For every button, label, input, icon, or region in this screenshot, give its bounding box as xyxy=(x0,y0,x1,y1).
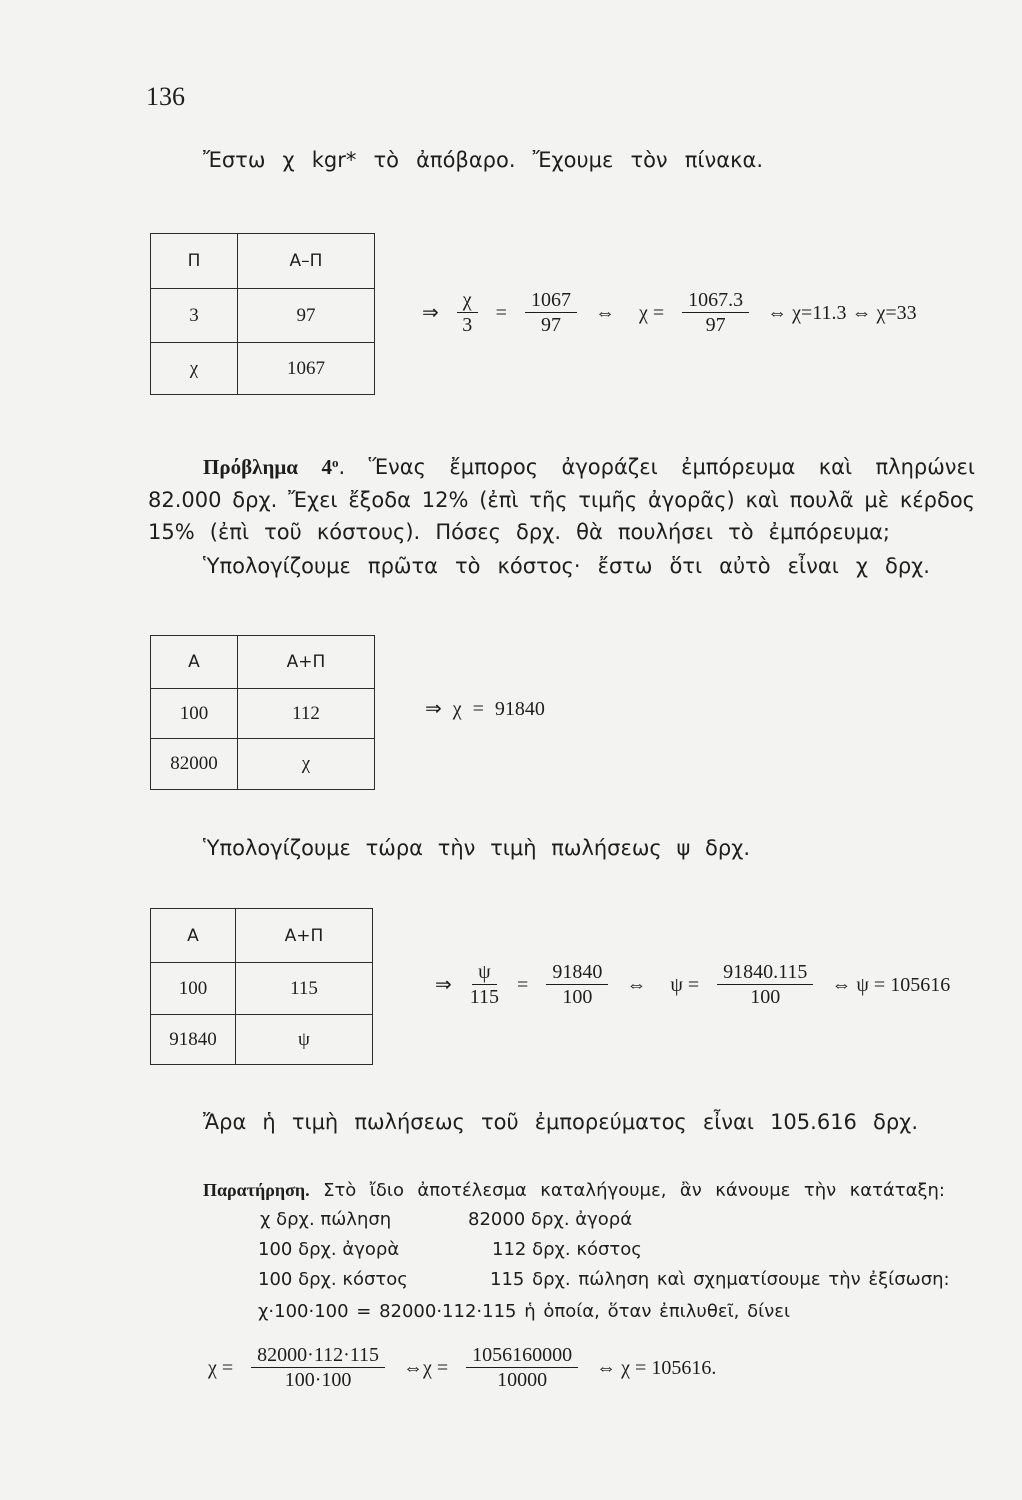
table-cell: 100 xyxy=(151,963,236,1015)
table-header-cell: Α xyxy=(151,909,236,963)
implies-symbol: ⇒ xyxy=(422,301,439,324)
numerator: χ xyxy=(457,289,478,313)
denominator: 100 xyxy=(562,986,593,1008)
fraction xyxy=(470,961,499,1008)
table-header-cell: Α xyxy=(151,636,238,689)
proportion-table-2 xyxy=(150,635,375,790)
numerator: 1067.3 xyxy=(682,289,749,313)
denominator: 115 xyxy=(469,986,500,1008)
table-cell: 1067 xyxy=(287,357,325,379)
step-2-text: Ὑπολογίζουμε τώρα τὴν τιμὴ πωλήσεως ψ δρχ. xyxy=(203,836,750,860)
problem-number-ordinal: ο xyxy=(331,454,339,470)
equation-1 xyxy=(410,289,929,336)
table-cell: 100 xyxy=(151,689,238,739)
table-header-cell: Α+Π xyxy=(238,636,374,689)
intro-line: Ἔστω χ kgr* τὸ ἀπόβαρο. Ἔχουμε τὸν πίνακα. xyxy=(203,148,763,172)
denominator: 10000 xyxy=(497,1369,548,1391)
table-header-cell: Π xyxy=(151,234,238,289)
iff-symbol: ⇔χ = xyxy=(403,1356,449,1379)
fraction xyxy=(251,1344,385,1391)
equation-3 xyxy=(423,961,962,1008)
equation-result: ⇔ ψ = 105616 xyxy=(831,973,951,996)
table-header-cell: Α+Π xyxy=(236,909,372,963)
denominator: 97 xyxy=(540,314,561,336)
equation-lhs: χ = xyxy=(208,1356,234,1379)
arrangement-right: 82000 δρχ. ἀγορά xyxy=(468,1209,633,1230)
arrangement-left: 100 δρχ. κόστος xyxy=(258,1269,408,1290)
problem-line-2: 82.000 δρχ. Ἔχει ἔξοδα 12% (ἐπὶ τῆς τιμῆς ἀγορᾶς) καὶ πουλᾶ μὲ κέρδος xyxy=(148,488,975,512)
equation-lhs: χ = xyxy=(638,301,665,324)
proportion-table-1 xyxy=(150,233,375,395)
table-cell: χ xyxy=(151,343,238,394)
remark-intro-text: Στὸ ἴδιο ἀποτέλεσμα καταλήγουμε, ἂν κάνουμε τὴν κατάταξη: xyxy=(323,1180,945,1201)
table-header-cell: Α–Π xyxy=(238,234,374,289)
remark-title: Παρατήρηση. xyxy=(203,1180,310,1200)
table-cell: 82000 xyxy=(151,739,238,789)
remark-equation-line: χ·100·100 = 82000·112·115 ἡ ὁποία, ὅταν ἐπιλυθεῖ, δίνει xyxy=(258,1301,791,1322)
page-number: 136 xyxy=(146,82,185,111)
table-cell: χ xyxy=(301,753,311,774)
equals-symbol: = xyxy=(495,301,507,324)
table-cell: 112 xyxy=(238,689,374,739)
numerator: 1067 xyxy=(525,289,577,313)
remark-intro xyxy=(203,1179,945,1202)
fraction xyxy=(525,289,577,336)
equals-symbol: = xyxy=(517,973,529,996)
denominator: 100 xyxy=(750,986,781,1008)
problem-line-1 xyxy=(203,454,975,483)
proportion-table-3 xyxy=(150,908,373,1065)
arrangement-left: 100 δρχ. ἀγορὰ xyxy=(258,1239,400,1260)
problem-number: 4 xyxy=(321,455,332,479)
fraction xyxy=(466,1344,578,1391)
conclusion-text: Ἄρα ἡ τιμὴ πωλήσεως τοῦ ἐμπορεύματος εἶναι 105.616 δρχ. xyxy=(203,1110,918,1134)
problem-text: . Ἕνας ἔμπορος ἀγοράζει ἐμπόρευμα καὶ πληρώνει xyxy=(338,455,975,479)
step-1-text: Ὑπολογίζουμε πρῶτα τὸ κόστος· ἔστω ὅτι αὐτὸ εἶναι χ δρχ. xyxy=(203,554,930,578)
numerator: 91840.115 xyxy=(717,961,813,985)
numerator: ψ xyxy=(472,961,497,985)
fraction xyxy=(546,961,608,1008)
equation-2: ⇒ χ = 91840 xyxy=(425,698,545,720)
equation-result: ⇔ χ=11.3 ⇔ χ=33 xyxy=(767,301,917,324)
denominator: 3 xyxy=(462,314,473,336)
iff-symbol: ⇔ xyxy=(626,973,647,996)
equation-result: ⇔ χ = 105616. xyxy=(596,1356,717,1379)
arrangement-left: χ δρχ. πώληση xyxy=(260,1209,392,1230)
table-cell: 97 xyxy=(238,289,374,343)
problem-line-3: 15% (ἐπὶ τοῦ κόστους). Πόσες δρχ. θὰ πουλήσει τὸ ἐμπόρευμα; xyxy=(148,520,890,544)
implies-symbol: ⇒ xyxy=(435,973,452,996)
fraction xyxy=(457,289,478,336)
table-cell: 91840 xyxy=(151,1015,236,1064)
fraction xyxy=(717,961,813,1008)
problem-title: Πρόβλημα xyxy=(203,455,299,479)
arrangement-right: 112 δρχ. κόστος xyxy=(492,1239,642,1260)
denominator: 97 xyxy=(705,314,726,336)
iff-symbol: ⇔ xyxy=(594,301,615,324)
equation-lhs: ψ = xyxy=(670,973,700,996)
table-cell: 115 xyxy=(236,963,372,1015)
fraction xyxy=(682,289,749,336)
denominator: 100·100 xyxy=(284,1369,352,1391)
final-equation xyxy=(196,1344,728,1391)
table-cell: ψ xyxy=(298,1028,310,1050)
numerator: 82000·112·115 xyxy=(251,1344,385,1368)
table-cell: 3 xyxy=(151,289,238,343)
numerator: 1056160000 xyxy=(466,1344,578,1368)
arrangement-right: 115 δρχ. πώληση καὶ σχηματίσουμε τὴν ἐξίσωση: xyxy=(490,1269,950,1290)
numerator: 91840 xyxy=(546,961,608,985)
